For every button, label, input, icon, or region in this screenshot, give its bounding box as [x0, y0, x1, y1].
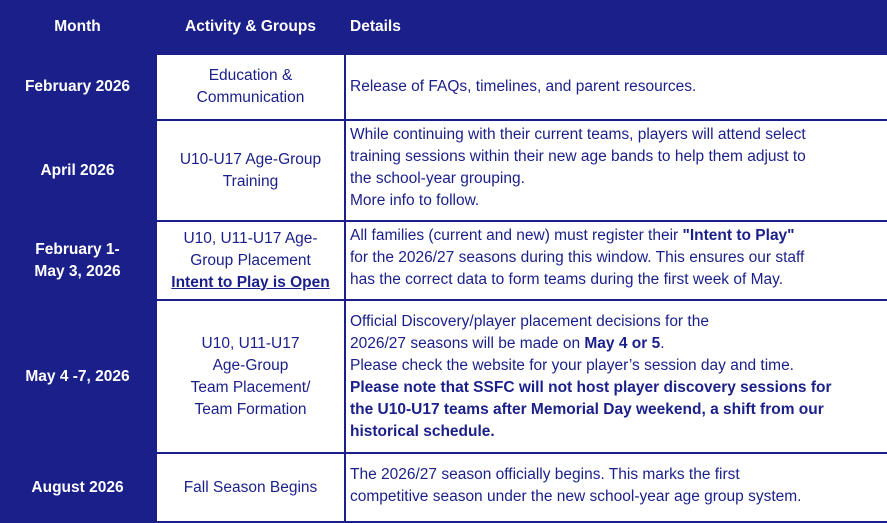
activity-text: Training [222, 172, 279, 190]
month-text: May 4 -7, 2026 [25, 367, 130, 385]
activity-cell [157, 301, 344, 452]
month-cell [0, 301, 155, 452]
details-text-part: . [660, 335, 665, 352]
intent-to-play-emphasis: "Intent to Play" [682, 227, 795, 244]
table-row [0, 222, 887, 299]
month-text: February 2026 [24, 78, 131, 95]
details-note: historical schedule. [350, 423, 495, 440]
table-row [0, 121, 887, 220]
activity-cell [157, 121, 344, 220]
details-cell [346, 454, 887, 521]
details-text: has the correct data to form teams during the first week of May. [350, 271, 784, 288]
details-text: Official Discovery/player placement decisions for the [350, 313, 709, 330]
activity-text: Education & [208, 67, 293, 84]
month-cell [0, 121, 155, 220]
activity-text: U10, U11-U17 [201, 334, 300, 352]
activity-text: U10, U11-U17 Age- [183, 229, 318, 247]
activity-cell [157, 55, 344, 119]
activity-text: U10-U17 Age-Group [179, 150, 322, 168]
activity-cell [157, 454, 344, 521]
details-text: training sessions within their new age bands to help them adjust to [350, 148, 806, 165]
details-text: More info to follow. [350, 192, 480, 209]
month-text: February 1- [35, 240, 120, 258]
table-row [0, 301, 887, 452]
month-text: August 2026 [31, 478, 124, 496]
details-text-part: All families (current and new) must register their [350, 227, 683, 244]
details-note: Please note that SSFC will not host player discovery sessions for [350, 379, 832, 396]
details-cell [346, 222, 887, 299]
header-month: Month [0, 0, 155, 53]
month-cell [0, 454, 155, 521]
details-text: the school-year grouping. [350, 170, 525, 187]
header-details: Details [346, 0, 887, 53]
details-text: Please check the website for your player’s session day and time. [350, 357, 794, 374]
activity-text: Age-Group [212, 356, 289, 374]
activity-text: Communication [196, 89, 305, 106]
month-text: May 3, 2026 [34, 262, 121, 280]
details-text: competitive season under the new school-year age group system. [350, 488, 802, 505]
details-text: The 2026/27 season officially begins. This marks the first [350, 466, 740, 483]
month-cell [0, 55, 155, 119]
table-row [0, 55, 887, 119]
details-text: While continuing with their current teams, players will attend select [350, 126, 806, 143]
details-text [350, 225, 881, 247]
table-header-row [0, 0, 887, 53]
activity-text: Fall Season Begins [183, 478, 318, 496]
activity-text: Team Formation [194, 400, 307, 418]
details-text: Release of FAQs, timelines, and parent resources. [350, 78, 697, 95]
details-note: the U10-U17 teams after Memorial Day weekend, a shift from our [350, 401, 824, 418]
month-cell [0, 222, 155, 299]
details-text [350, 333, 881, 355]
table-row [0, 454, 887, 521]
details-cell [346, 301, 887, 452]
activity-text: Team Placement/ [190, 378, 311, 396]
activity-cell [157, 222, 344, 299]
details-text: for the 2026/27 seasons during this window. This ensures our staff [350, 249, 805, 266]
details-cell [346, 55, 887, 119]
details-cell [346, 121, 887, 220]
header-activity: Activity & Groups [157, 0, 344, 53]
intent-to-play-link[interactable]: Intent to Play is Open [171, 273, 330, 291]
activity-text: Group Placement [190, 251, 311, 269]
details-text-part: 2026/27 seasons will be made on [350, 335, 585, 352]
decision-dates: May 4 or 5 [584, 335, 661, 352]
month-text: April 2026 [40, 161, 115, 179]
